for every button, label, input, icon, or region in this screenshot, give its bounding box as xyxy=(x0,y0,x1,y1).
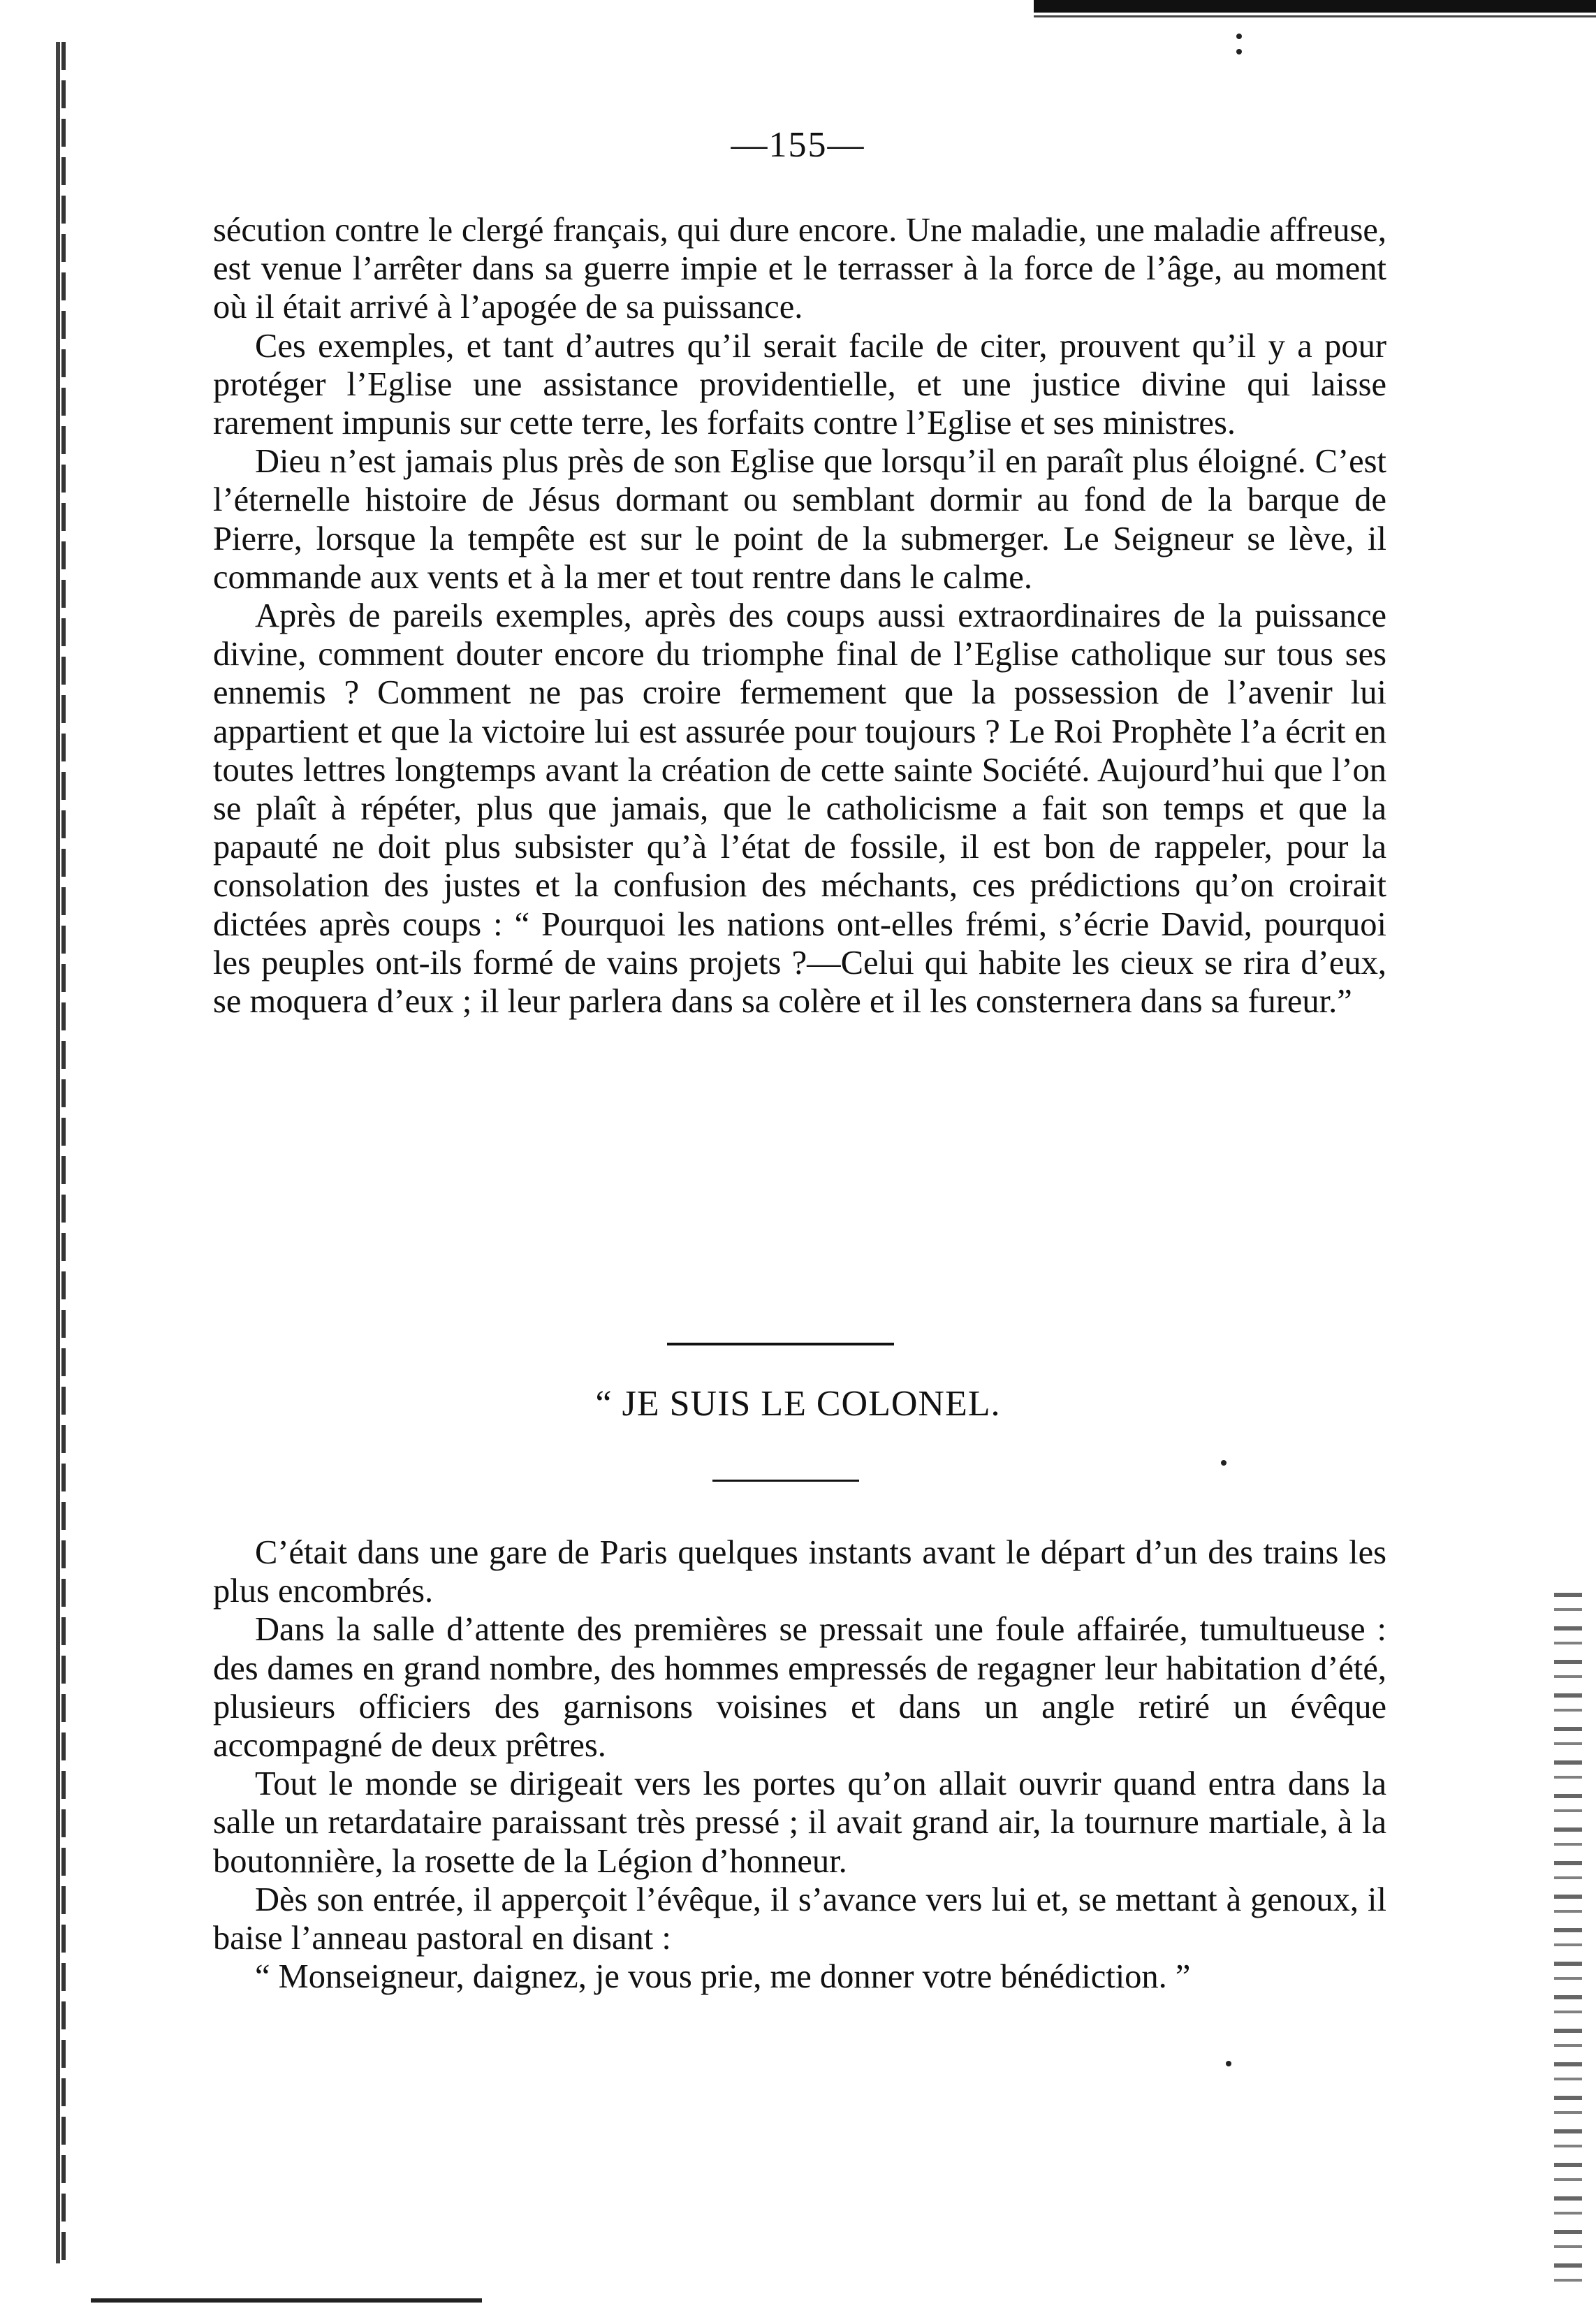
scan-speck xyxy=(1221,1460,1227,1466)
paragraph: Dans la salle d’attente des premières se pressait une foule affairée, tumultueuse : des dames en grand nombre, des hommes empressés de regagner leur habitation d’été, plusieurs officiers des garnisons voisines et dans un angle retiré un évêque accompagné de deux prêtres. xyxy=(213,1611,1386,1765)
section-rule xyxy=(667,1343,894,1345)
page-number: —155— xyxy=(731,125,865,165)
paragraph: Ces exemples, et tant d’autres qu’il serait facile de citer, prouvent qu’il y a pour protéger l’Eglise une assistance providentielle, et une justice divine qui laisse rarement impunis sur cette terre, les forfaits contre l’Eglise et ses ministres. xyxy=(213,327,1386,442)
paragraph: Tout le monde se dirigeait vers les portes qu’on allait ouvrir quand entra dans la salle un retardataire paraissant très pressé ; il avait grand air, la tournure martiale, à la boutonnière, la rosette de la Légion d’honneur. xyxy=(213,1765,1386,1880)
scan-edge-top xyxy=(1034,0,1596,13)
section-heading: “ JE SUIS LE COLONEL. xyxy=(595,1384,1001,1424)
paragraph: sécution contre le clergé français, qui dure encore. Une maladie, une maladie affreuse, est venue l’arrêter dans sa guerre impie et le terrasser à la force de l’âge, au moment où il était arrivé à l’apogée de sa puissance. xyxy=(213,212,1386,326)
scan-speck xyxy=(1236,34,1242,39)
scan-speck xyxy=(1226,2061,1231,2066)
paragraph: “ Monseigneur, daignez, je vous prie, me donner votre bénédiction. ” xyxy=(255,1958,1191,1996)
scan-edge-right xyxy=(1554,1593,1582,2291)
text-block-part1 xyxy=(213,211,1386,1021)
scan-edge-bottom xyxy=(91,2298,482,2303)
text-block-part2 xyxy=(213,1533,1386,1996)
scan-edge-left xyxy=(56,42,66,2263)
paragraph: Après de pareils exemples, après des coups aussi extraordinaires de la puissance divine, comment douter encore du triomphe final de l’Eglise catholique sur tous ses ennemis ? Comment ne pas croire fermement que la possession de l’avenir lui appartient et que la victoire lui est assurée pour toujours ? Le Roi Prophète l’a écrit en toutes lettres longtemps avant la création de cette sainte Société. Aujourd’hui que l’on se plaît à répéter, plus que jamais, que le catholicisme a fait son temps et que la papauté ne doit plus subsister qu’à l’état de fossile, il est bon de rappeler, pour la consolation des justes et la confusion des méchants, ces prédictions qu’on croirait dictées après coups : “ Pourquoi les nations ont-elles frémi, s’écrie David, pourquoi les peuples ont-ils formé de vains projets ?—Celui qui habite les cieux se rira d’eux, se moquera d’eux ; il leur parlera dans sa colère et il les consternera dans sa fureur.” xyxy=(213,597,1386,1021)
paragraph: C’était dans une gare de Paris quelques instants avant le départ d’un des trains les plus encombrés. xyxy=(213,1534,1386,1610)
heading-rule xyxy=(712,1480,859,1482)
paragraph: Dieu n’est jamais plus près de son Eglise que lorsqu’il en paraît plus éloigné. C’est l’éternelle histoire de Jésus dormant ou semblant dormir au fond de la barque de Pierre, lorsque la tempête est sur le point de la submerger. Le Seigneur se lève, il commande aux vents et à la mer et tout rentre dans le calme. xyxy=(213,443,1386,596)
scan-edge-top-thin xyxy=(1034,15,1596,17)
scan-speck xyxy=(1236,49,1242,54)
paragraph: Dès son entrée, il apperçoit l’évêque, il s’avance vers lui et, se mettant à genoux, il baise l’anneau pastoral en disant : xyxy=(213,1881,1386,1957)
